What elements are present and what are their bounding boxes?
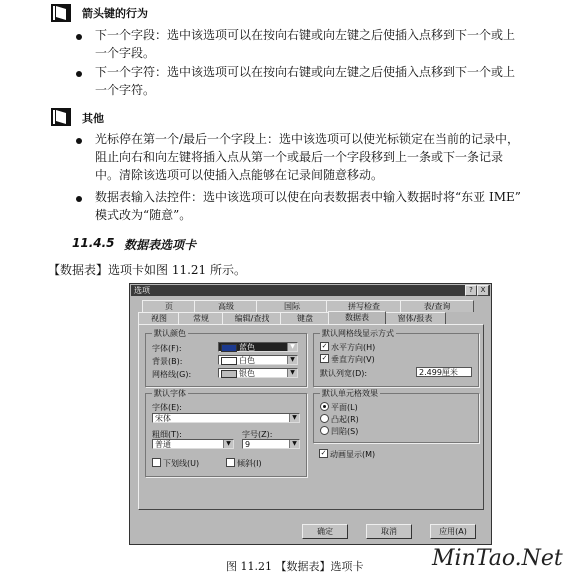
chevron-down-icon[interactable]: ▼ [223, 440, 233, 448]
italic-checkbox[interactable] [226, 458, 235, 467]
tab-international[interactable]: 国际 [256, 300, 328, 312]
default-font-group [145, 389, 307, 477]
other-item-1-line3: 中。清除该选项可以使插入点能够在记录间随意移动。 [95, 168, 384, 182]
font-name-label: 字体(E): [152, 403, 182, 412]
chevron-down-icon[interactable]: ▼ [287, 356, 297, 364]
watermark: MinTao.Net [432, 546, 563, 571]
cell-effect-label: 默认单元格效果 [322, 389, 378, 398]
cell-effect-group [313, 389, 479, 443]
help-button[interactable]: ? [465, 285, 477, 296]
apply-button[interactable]: 应用(A) [430, 524, 476, 539]
bg-color-select[interactable]: 白色 ▼ [218, 355, 298, 365]
chevron-down-icon[interactable]: ▼ [287, 369, 297, 377]
dialog-title-bar [131, 285, 490, 296]
arrow-item-2-line1: 下一个字符：选中该选项可以在按向右键或向左键之后使插入点移到下一个或上 [95, 65, 516, 79]
font-color-label: 字体(F): [152, 344, 182, 353]
grid-color-select[interactable]: 银色 ▼ [218, 368, 298, 378]
options-dialog [129, 283, 492, 545]
tab-spelling[interactable]: 拼写检查 [326, 300, 402, 312]
animation-label: 动画显示(M) [330, 450, 376, 459]
datasheet-panel [138, 324, 484, 510]
other-heading: 其他 [82, 112, 104, 125]
chevron-down-icon[interactable]: ▼ [289, 440, 299, 448]
blue-swatch [221, 344, 237, 352]
raised-radio[interactable] [320, 414, 329, 423]
tab-advanced[interactable]: 高级 [194, 300, 258, 312]
horizontal-label: 水平方向(H) [331, 343, 376, 352]
tab-page[interactable]: 页 [142, 300, 196, 312]
raised-label: 凸起(R) [331, 415, 359, 424]
default-colors-label: 默认颜色 [154, 329, 186, 338]
font-weight-label: 粗细(T): [152, 430, 182, 439]
bullet-icon [76, 34, 82, 40]
dialog-title: 选项 [134, 286, 150, 295]
bullet-icon [76, 196, 82, 202]
chevron-down-icon[interactable]: ▼ [289, 414, 299, 422]
ok-button[interactable]: 确定 [302, 524, 348, 539]
font-size-select[interactable]: 9 ▼ [242, 439, 300, 449]
other-item-1-line1: 光标停在第一个/最后一个字段上：选中该选项可以使光标锁定在当前的记录中， [95, 132, 520, 146]
arrow-item-1-line2: 一个字段。 [95, 46, 156, 60]
gridlines-label: 默认网格线显示方式 [322, 329, 394, 338]
tab-general[interactable]: 常规 [178, 312, 224, 324]
tab-view[interactable]: 视图 [138, 312, 180, 324]
other-item-2-line1: 数据表输入法控件：选中该选项可以使在向表数据表中输入数据时将“东亚 IME” [95, 190, 521, 204]
vertical-label: 垂直方向(V) [331, 355, 375, 364]
column-width-input[interactable]: 2.499厘米 [416, 367, 472, 377]
font-weight-select[interactable]: 普通 ▼ [152, 439, 234, 449]
grid-color-label: 网格线(G): [152, 370, 192, 379]
tab-datasheet[interactable]: 数据表 [328, 311, 386, 324]
flat-label: 平面(L) [331, 403, 358, 412]
default-colors-group [145, 329, 307, 387]
sunken-radio[interactable] [320, 426, 329, 435]
sunken-label: 凹陷(S) [331, 427, 359, 436]
cancel-button[interactable]: 取消 [366, 524, 412, 539]
white-swatch [221, 357, 237, 365]
animation-checkbox[interactable]: ✓ [320, 449, 327, 457]
underline-label: 下划线(U) [163, 459, 200, 468]
close-button[interactable]: X [477, 285, 489, 296]
intro-text: 【数据表】选项卡如图 11.21 所示。 [48, 263, 246, 277]
figure-caption: 图 11.21 【数据表】选项卡 [226, 560, 364, 573]
flat-radio[interactable] [320, 402, 329, 411]
other-item-2-line2: 模式改为“随意”。 [95, 208, 192, 222]
default-font-label: 默认字体 [154, 389, 186, 398]
arrow-keys-heading: 箭头键的行为 [82, 7, 148, 20]
bullet-icon [76, 71, 82, 77]
book-icon [50, 3, 72, 23]
section-title: 数据表选项卡 [124, 238, 197, 252]
silver-swatch [221, 370, 237, 378]
section-number: 11.4.5 [72, 236, 115, 250]
gridlines-group [313, 329, 479, 387]
horizontal-checkbox[interactable]: ✓ [321, 342, 328, 350]
font-size-label: 字号(Z): [242, 430, 273, 439]
other-item-1-line2: 阻止向右和向左键将插入点从第一个或最后一个字段移到上一条或下一条记录 [95, 150, 504, 164]
font-color-select[interactable]: 蓝色 ▼ [218, 342, 298, 352]
column-width-label: 默认列宽(D): [320, 369, 368, 378]
tab-tables-queries[interactable]: 表/查询 [400, 300, 474, 312]
arrow-item-1-line1: 下一个字段：选中该选项可以在按向右键或向左键之后使插入点移到下一个或上 [95, 28, 516, 42]
tab-keyboard[interactable]: 键盘 [280, 312, 330, 324]
tab-forms-reports[interactable]: 窗体/报表 [384, 312, 446, 324]
underline-checkbox[interactable] [152, 458, 161, 467]
bg-color-label: 背景(B): [152, 357, 183, 366]
arrow-item-2-line2: 一个字符。 [95, 83, 156, 97]
vertical-checkbox[interactable]: ✓ [321, 354, 328, 362]
italic-label: 倾斜(I) [237, 459, 262, 468]
font-name-select[interactable]: 宋体 ▼ [152, 413, 300, 423]
chevron-down-icon[interactable]: ▼ [287, 343, 297, 351]
bullet-icon [76, 138, 82, 144]
tab-edit-find[interactable]: 编辑/查找 [222, 312, 282, 324]
book-icon [50, 107, 72, 127]
